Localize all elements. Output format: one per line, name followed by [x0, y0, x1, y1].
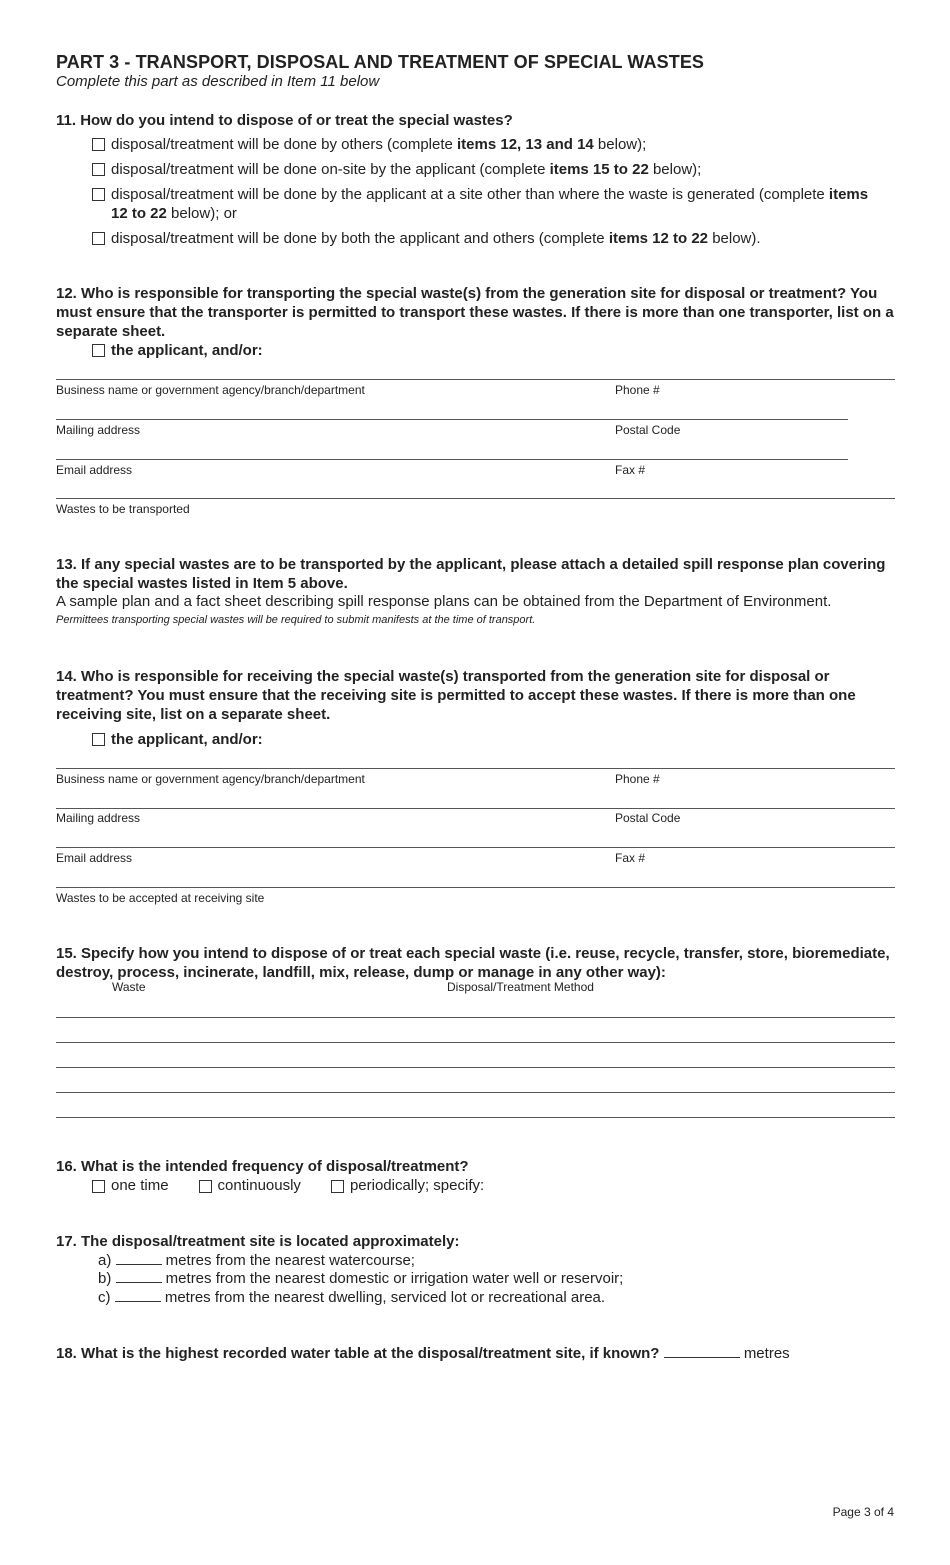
- checkbox[interactable]: [92, 163, 105, 176]
- question-18: 18. What is the highest recorded water table at the disposal/treatment site, if known?: [56, 1345, 660, 1362]
- mailing-line[interactable]: [56, 808, 895, 809]
- question-16: 16. What is the intended frequency of disposal/treatment?: [56, 1158, 469, 1175]
- item-text: metres from the nearest watercourse;: [161, 1252, 415, 1269]
- page-number: Page 3 of 4: [832, 1505, 894, 1519]
- postal-label: Postal Code: [615, 811, 681, 825]
- q11-option-3[interactable]: [92, 185, 882, 223]
- option-text: below);: [648, 161, 702, 178]
- unit-label: metres: [743, 1345, 790, 1362]
- q14-applicant-option[interactable]: [92, 730, 882, 749]
- business-label: Business name or government agency/branch/department: [56, 383, 365, 397]
- q11-option-2[interactable]: [92, 160, 882, 179]
- email-line[interactable]: [56, 847, 895, 848]
- email-line[interactable]: [56, 459, 848, 460]
- checkbox[interactable]: [92, 1180, 105, 1193]
- question-17: 17. The disposal/treatment site is located approximately:: [56, 1233, 460, 1250]
- q15-line[interactable]: [56, 1067, 895, 1068]
- item-letter: b): [98, 1270, 112, 1287]
- q12-applicant-option[interactable]: [92, 341, 882, 360]
- wastes-label: Wastes to be transported: [56, 502, 190, 516]
- option-text: below);: [593, 136, 647, 153]
- q15-line[interactable]: [56, 1117, 895, 1118]
- item-text: metres from the nearest domestic or irrigation water well or reservoir;: [161, 1270, 624, 1287]
- checkbox[interactable]: [92, 232, 105, 245]
- checkbox[interactable]: [92, 188, 105, 201]
- q16-option-periodically[interactable]: [331, 1176, 484, 1195]
- blank-field[interactable]: [115, 1288, 161, 1302]
- fax-label: Fax #: [615, 463, 646, 477]
- applicant-label: the applicant, and/or:: [111, 731, 263, 748]
- option-label: periodically; specify:: [349, 1177, 485, 1194]
- q11-option-4[interactable]: [92, 229, 882, 248]
- business-line[interactable]: [56, 768, 895, 769]
- q15-line[interactable]: [56, 1042, 895, 1043]
- option-bold: items 12, 13 and 14: [457, 136, 594, 153]
- phone-label: Phone #: [615, 772, 660, 786]
- option-text: disposal/treatment will be done by the applicant at a site other than where the waste is generated (complete: [111, 186, 829, 203]
- question-18-row: [56, 1344, 790, 1363]
- business-label: Business name or government agency/branch/department: [56, 772, 365, 786]
- phone-label: Phone #: [615, 383, 660, 397]
- q16-options: [92, 1176, 514, 1195]
- q17-item-c: [98, 1288, 605, 1307]
- checkbox[interactable]: [92, 733, 105, 746]
- question-11: 11. How do you intend to dispose of or treat the special wastes?: [56, 112, 513, 129]
- q13-note: Permittees transporting special wastes will be required to submit manifests at the time of transport.: [56, 614, 536, 626]
- method-column-label: Disposal/Treatment Method: [447, 980, 594, 994]
- question-15: 15. Specify how you intend to dispose of or treat each special waste (i.e. reuse, recycle, transfer, store, bioremediate, destroy, process, incinerate, landfill, mix, release, dump or manage in any other way):: [56, 945, 890, 981]
- q15-line[interactable]: [56, 1092, 895, 1093]
- checkbox[interactable]: [331, 1180, 344, 1193]
- item-letter: c): [98, 1289, 111, 1306]
- q17-item-a: [98, 1251, 415, 1270]
- mailing-label: Mailing address: [56, 811, 141, 825]
- fax-label: Fax #: [615, 851, 646, 865]
- blank-field[interactable]: [116, 1251, 162, 1265]
- email-label: Email address: [56, 851, 133, 865]
- mailing-label: Mailing address: [56, 423, 141, 437]
- business-line[interactable]: [56, 379, 895, 380]
- question-13: 13. If any special wastes are to be transported by the applicant, please attach a detailed spill response plan covering the special wastes listed in Item 5 above.: [56, 556, 886, 592]
- applicant-label: the applicant, and/or:: [111, 342, 263, 359]
- option-bold: items 15 to 22: [549, 161, 649, 178]
- wastes-line[interactable]: [56, 498, 895, 499]
- q11-option-1[interactable]: [92, 135, 882, 154]
- mailing-line[interactable]: [56, 419, 848, 420]
- question-12: 12. Who is responsible for transporting the special waste(s) from the generation site for disposal or treatment? You must ensure that the transporter is permitted to transport these wastes. If there is more than one transporter, list on a separate sheet.: [56, 285, 894, 340]
- option-bold: items 12 to 22: [111, 186, 869, 222]
- email-label: Email address: [56, 463, 133, 477]
- option-label: continuously: [217, 1177, 301, 1194]
- option-text: disposal/treatment will be done on-site by the applicant (complete: [111, 161, 550, 178]
- q17-item-b: [98, 1269, 623, 1288]
- question-14: 14. Who is responsible for receiving the special waste(s) transported from the generation site for disposal or treatment? You must ensure that the receiving site is permitted to accept these wastes. If there is more than one receiving site, list on a separate sheet.: [56, 668, 856, 723]
- page-title: PART 3 - TRANSPORT, DISPOSAL AND TREATMENT OF SPECIAL WASTES: [56, 52, 705, 72]
- wastes-line[interactable]: [56, 887, 895, 888]
- checkbox[interactable]: [92, 344, 105, 357]
- option-bold: items 12 to 22: [608, 230, 709, 247]
- page-subtitle: Complete this part as described in Item 11 below: [56, 73, 380, 90]
- option-text: below).: [708, 230, 761, 247]
- q15-line[interactable]: [56, 1017, 895, 1018]
- q16-option-one-time[interactable]: [92, 1176, 169, 1195]
- option-text: below); or: [166, 205, 237, 222]
- item-letter: a): [98, 1252, 112, 1269]
- option-text: disposal/treatment will be done by others (complete: [111, 136, 458, 153]
- water-table-field[interactable]: [664, 1344, 740, 1358]
- option-label: one time: [111, 1177, 169, 1194]
- waste-column-label: Waste: [112, 980, 146, 994]
- wastes-label: Wastes to be accepted at receiving site: [56, 891, 265, 905]
- option-text: disposal/treatment will be done by both the applicant and others (complete: [111, 230, 609, 247]
- checkbox[interactable]: [199, 1180, 212, 1193]
- blank-field[interactable]: [116, 1269, 162, 1283]
- q13-text: A sample plan and a fact sheet describing spill response plans can be obtained from the Department of Environment.: [56, 593, 832, 610]
- postal-label: Postal Code: [615, 423, 681, 437]
- q16-option-continuously[interactable]: [199, 1176, 301, 1195]
- checkbox[interactable]: [92, 138, 105, 151]
- item-text: metres from the nearest dwelling, serviced lot or recreational area.: [160, 1289, 606, 1306]
